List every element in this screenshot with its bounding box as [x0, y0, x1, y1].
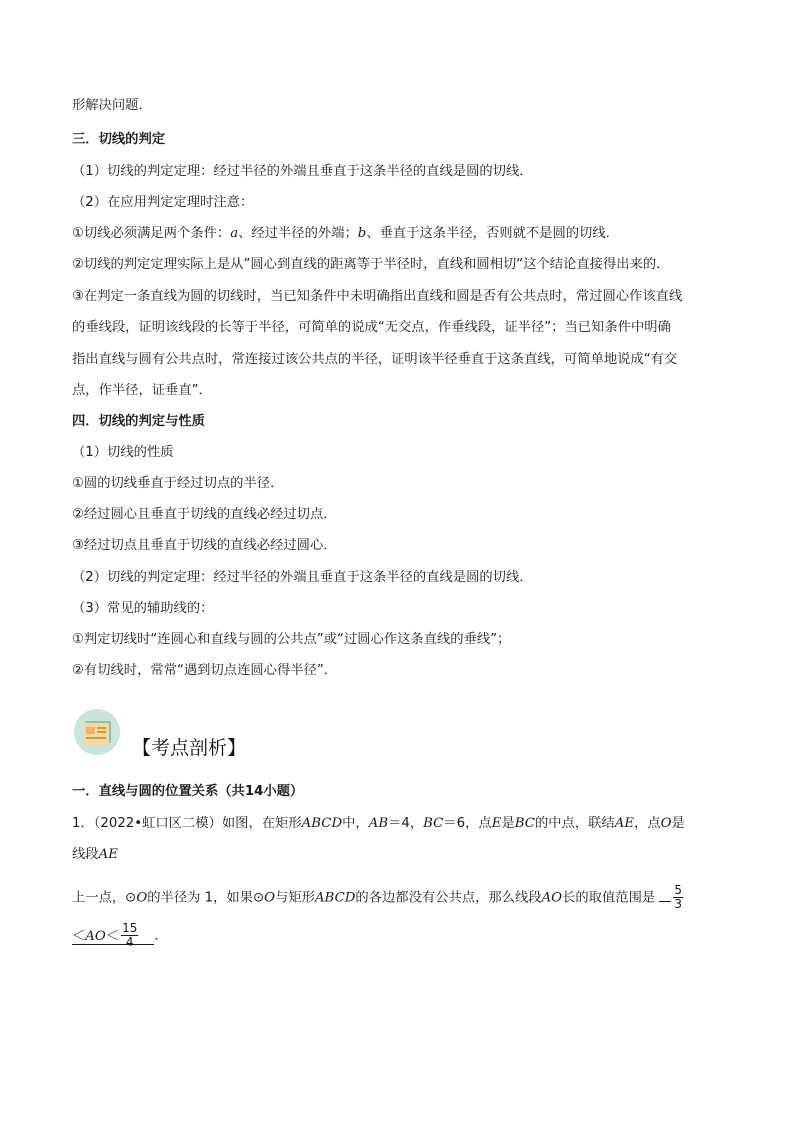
- text-span: ＜: [105, 928, 120, 944]
- heading-tangent-properties: 四．切线的判定与性质: [72, 414, 205, 429]
- text-span: ＝4，: [388, 816, 424, 831]
- variable: BC: [514, 816, 535, 831]
- text-span: 、垂直于这条半径，否则就不是圆的切线．: [366, 226, 619, 241]
- text-span: ＜: [72, 928, 86, 944]
- problem-line: [72, 845, 734, 865]
- text-line: （2）在应用判定定理时注意：: [72, 195, 254, 210]
- variable: AO: [85, 928, 106, 944]
- fraction: [673, 884, 683, 911]
- variable: AO: [541, 890, 563, 906]
- answer-range: [72, 921, 154, 949]
- variable: b: [357, 226, 367, 241]
- problem-group-heading: 一．直线与圆的位置关系（共14小题）: [72, 784, 304, 799]
- document-icon: [73, 708, 121, 756]
- text-line: ③在判定一条直线为圆的切线时，当已知条件中未明确指出直线和圆是否有公共点时，常过圆心作该直线: [72, 289, 683, 304]
- variable: a: [230, 226, 239, 241]
- text-line: 的垂线段，证明该线段的长等于半径，可简单的说成“无交点，作垂线段，证半径”；当已知条件中明确: [72, 320, 671, 335]
- text-span: 的中点，联结: [534, 816, 615, 831]
- text-line: ②切线的判定定理实际上是从”圆心到直线的距离等于半径时，直线和圆相切“这个结论直接得出来的．: [72, 257, 670, 272]
- text-span: 是: [671, 816, 685, 831]
- problem-line: [72, 884, 734, 911]
- variable: E: [491, 816, 502, 831]
- answer-line: [72, 922, 734, 949]
- text-span: 1．（2022•虹口区二模）如图，在矩形: [72, 816, 302, 831]
- text-span: 线段: [72, 847, 99, 862]
- text-line: 指出直线与圆有公共点时，常连接过该公共点的半径，证明该半径垂直于这条直线，可简单地说成“有交: [72, 352, 678, 367]
- text-span: 与矩形: [275, 890, 315, 906]
- text-line: （1）切线的判定定理：经过半径的外端且垂直于这条半径的直线是圆的切线．: [72, 164, 533, 179]
- variable: BC: [423, 816, 444, 831]
- text-span: ①切线必须满足两个条件：: [72, 226, 231, 241]
- text-span: ＝6，点: [443, 816, 492, 831]
- text-line: ②有切线时，常常“遇到切点连圆心得半径”．: [72, 663, 338, 678]
- text-span: ，点: [634, 816, 661, 831]
- variable: O: [136, 890, 148, 906]
- text-span: 、经过半径的外端；: [238, 226, 358, 241]
- text-line: ①圆的切线垂直于经过切点的半径．: [72, 476, 284, 491]
- fraction-denominator: 4: [125, 935, 134, 949]
- text-span: 的半径为 1，如果⊙: [147, 890, 265, 906]
- text-line: （1）切线的性质: [72, 445, 174, 460]
- variable: ABCD: [301, 816, 343, 831]
- text-line: （2）切线的判定定理：经过半径的外端且垂直于这条半径的直线是圆的切线．: [72, 570, 533, 585]
- variable: ABCD: [314, 890, 356, 906]
- text-line: ②经过圆心且垂直于切线的直线必经过切点．: [72, 507, 337, 522]
- fraction-denominator: 3: [674, 897, 683, 911]
- section-badge: [73, 708, 121, 756]
- fraction: [121, 922, 138, 949]
- text-line: ③经过切点且垂直于切线的直线必经过圆心．: [72, 538, 337, 553]
- fraction-numerator: 5: [674, 883, 683, 897]
- text-span: 是: [501, 816, 515, 831]
- text-span: 的各边都没有公共点，那么线段: [355, 890, 542, 906]
- section-title: 【考点剖析】: [132, 737, 247, 759]
- variable: O: [660, 816, 672, 831]
- text-line: （3）常见的辅助线的：: [72, 601, 214, 616]
- text-span: 中，: [342, 816, 369, 831]
- answer-blank: [659, 888, 671, 902]
- problem-line: [72, 814, 734, 834]
- variable: AE: [614, 816, 635, 831]
- text-span: 长的取值范围是: [562, 890, 656, 906]
- variable: AB: [368, 816, 389, 831]
- text-span: 上一点，⊙: [72, 890, 137, 906]
- text-line: 点，作半径，证垂直”．: [72, 383, 212, 398]
- text-line: ①判定切线时“连圆心和直线与圆的公共点”或“过圆心作这条直线的垂线”；: [72, 632, 511, 647]
- text-line: [72, 224, 734, 244]
- heading-tangent-criterion: 三．切线的判定: [72, 132, 166, 147]
- text-line: 形解决问题．: [72, 98, 152, 113]
- variable: AE: [98, 847, 118, 862]
- fraction-numerator: 15: [122, 921, 138, 935]
- text-span: ．: [154, 928, 168, 944]
- variable: O: [264, 890, 276, 906]
